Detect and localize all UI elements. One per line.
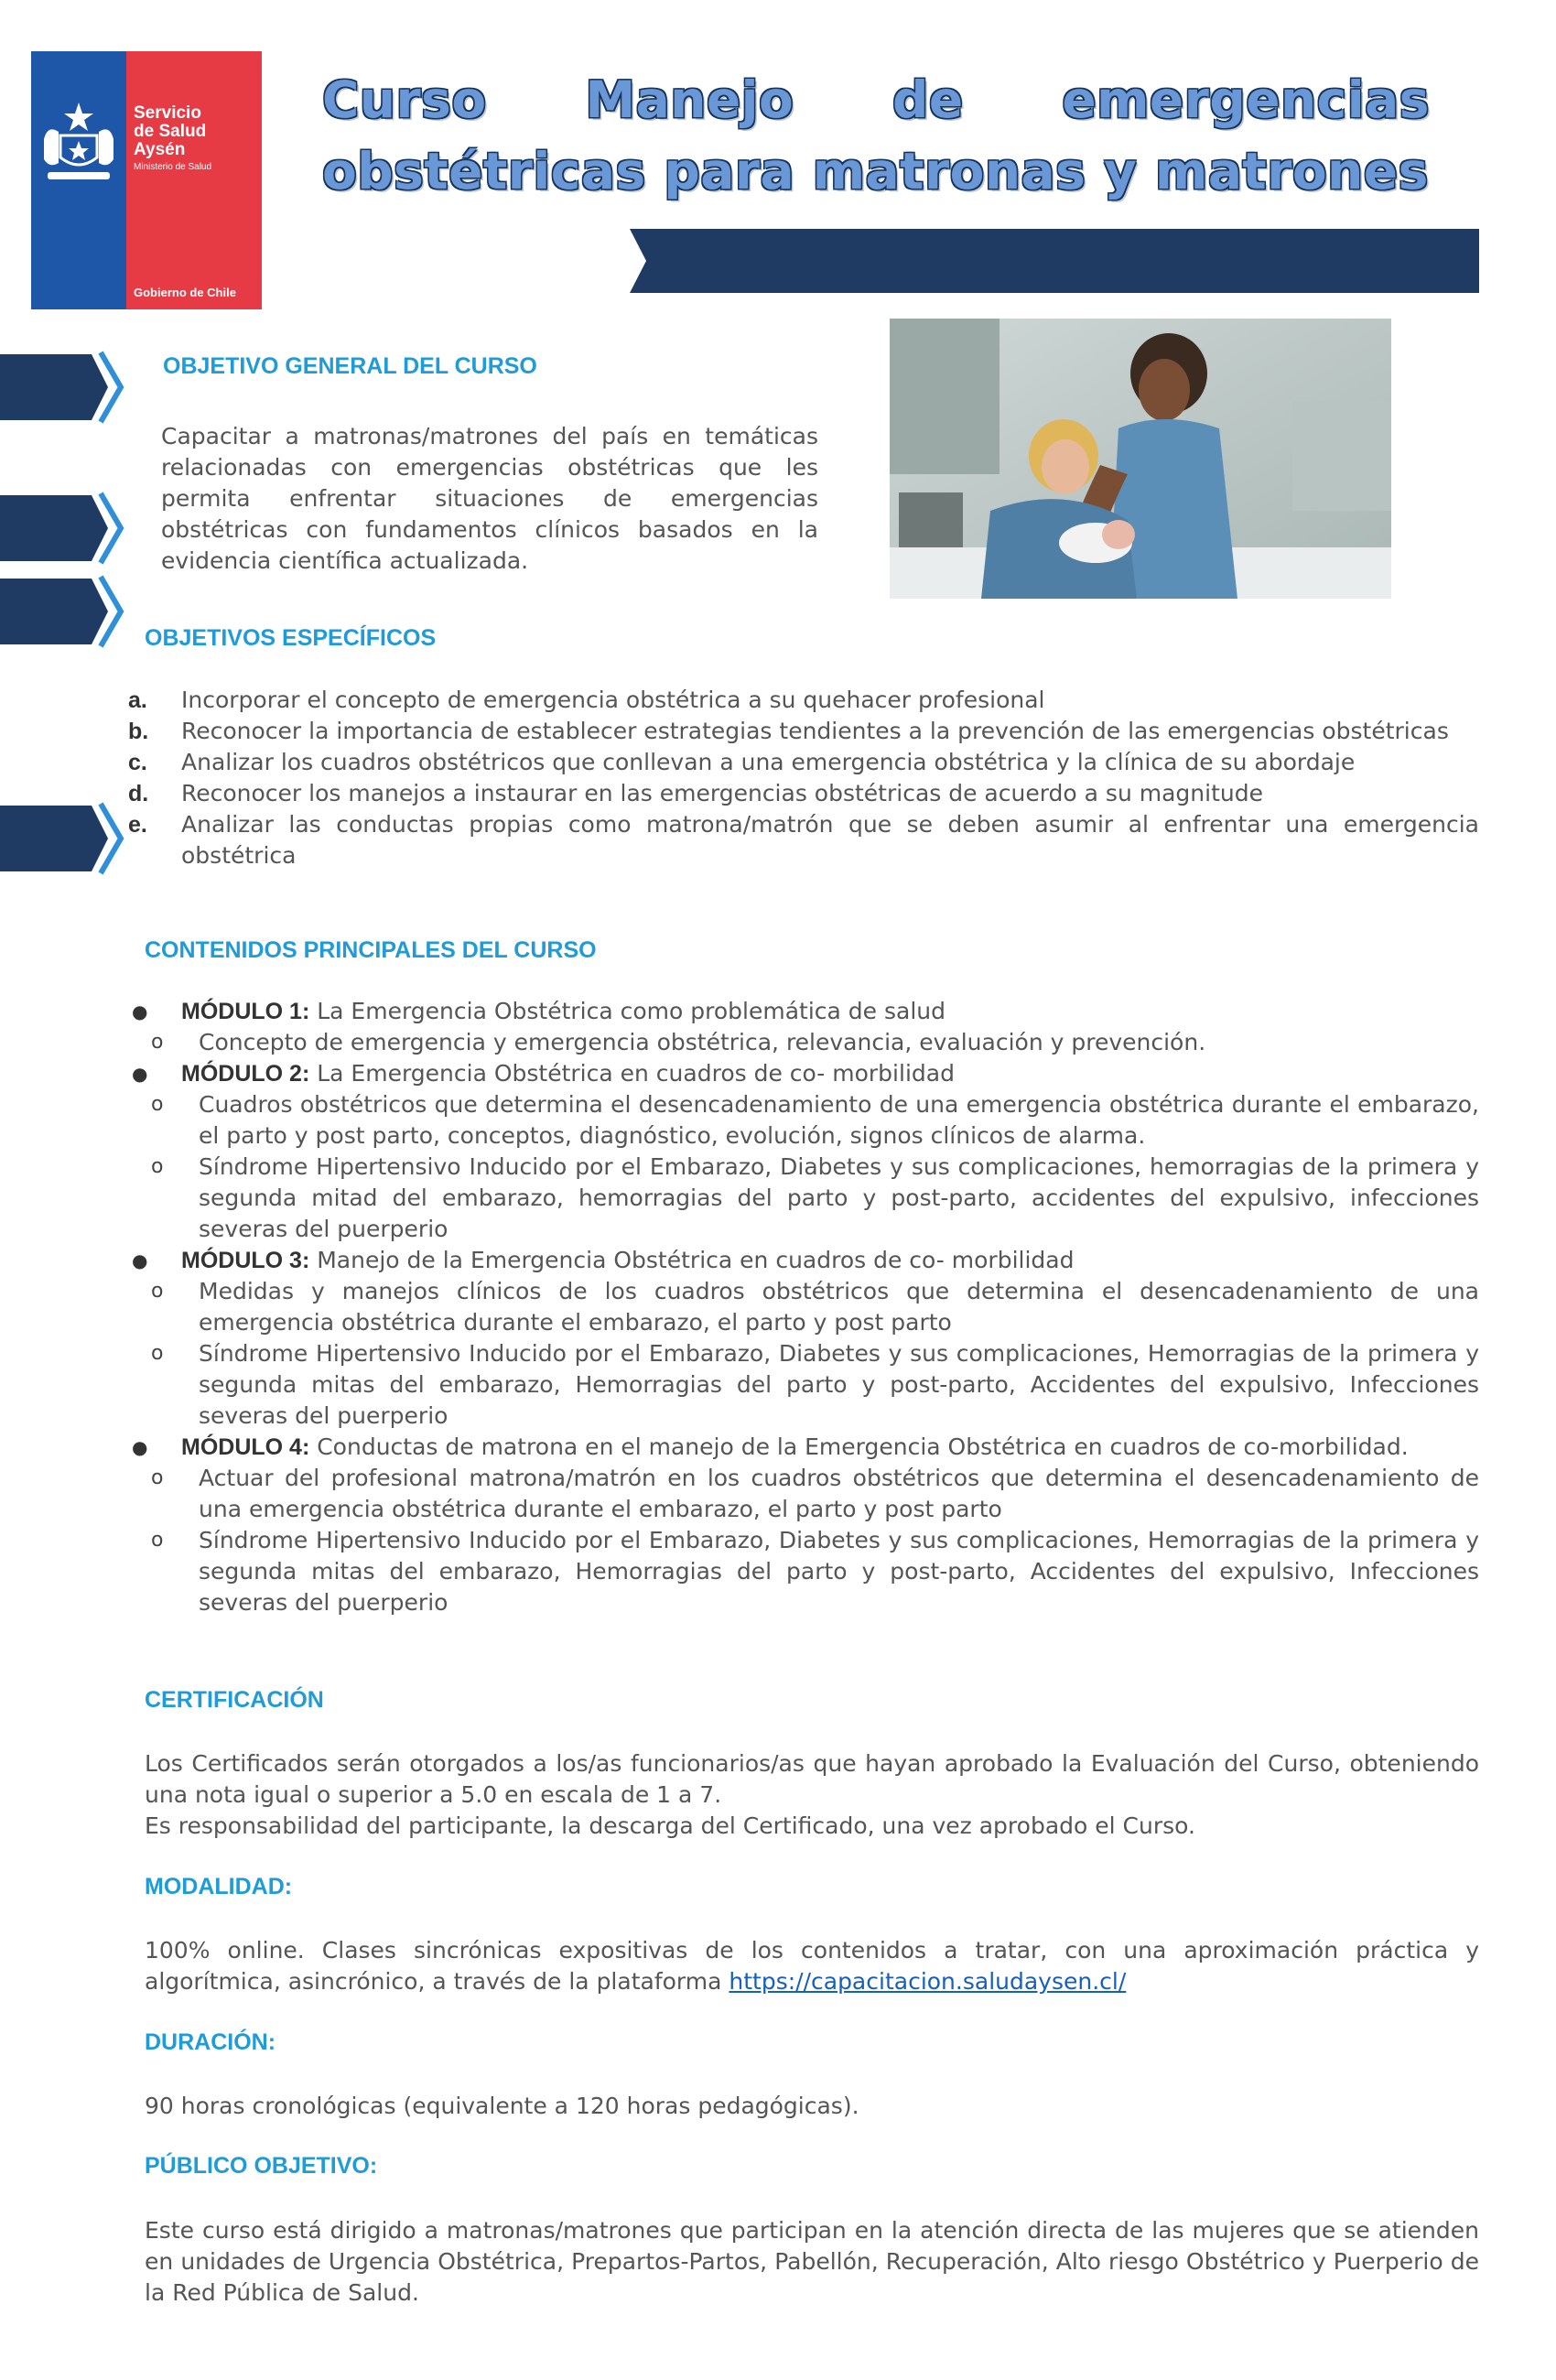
publico-objetivo-text: Este curso está dirigido a matronas/matrones que participan en la atención directa de las mujeres que se atienden en unidades de Urgencia Obstétrica, Prepartos-Partos, Pabellón, Recuperación, Alto riesgo Obstétrico y Puerperio de la Red Pública de Salud. (145, 2217, 1479, 2306)
chevron-right-icon (0, 575, 128, 648)
circle-bullet-icon: o (151, 1466, 164, 1489)
objetivos-especificos-heading: OBJETIVOS ESPECÍFICOS (145, 625, 437, 651)
objetivo-general-text: Capacitar a matronas/matrones del país en temáticas relacionadas con emergencias obstétricas que les permita enfrentar situaciones de emergencias obstétricas con fundamentos clínicos basados en la evidencia científica actualizada. (161, 423, 818, 574)
certificacion-heading: CERTIFICACIÓN (145, 1687, 324, 1713)
duracion-heading: DURACIÓN: (145, 2029, 276, 2055)
circle-bullet-icon: o (151, 1280, 164, 1303)
chevron-right-icon (0, 351, 128, 424)
list-item (128, 1338, 1479, 1432)
module-item (128, 996, 1479, 1058)
objetivos-especificos-list (128, 685, 1479, 871)
logo-line-1: Servicio (134, 103, 201, 123)
certificacion-text (145, 1748, 1479, 1842)
list-marker: d. (128, 781, 149, 806)
list-item-text: Medidas y manejos clínicos de los cuadros obstétricos que determina el desencadenamiento de una emergencia obstétrica durante el embarazo, el parto y post parto (199, 1278, 1479, 1336)
title-line-1: Curso Manejo de emergencias (322, 70, 1430, 129)
list-item-text: Concepto de emergencia y emergencia obstétrica, relevancia, evaluación y prevención. (199, 1029, 1206, 1055)
list-item (128, 1152, 1479, 1245)
module-sublist (151, 1276, 1479, 1432)
mother-newborn-nurse-photo (890, 319, 1391, 599)
module-sublist (151, 1089, 1479, 1245)
list-item-text: Síndrome Hipertensivo Inducido por el Embarazo, Diabetes y sus complicaciones, hemorragias de la primera y segunda mitad del embarazo, hemorragias del parto y post-parto, accidentes del expulsivo, infecciones severas del puerperio (199, 1153, 1479, 1242)
title-line-2: obstétricas para matronas y matrones (322, 142, 1429, 200)
module-title: Manejo de la Emergencia Obstétrica en cuadros de co- morbilidad (309, 1247, 1075, 1273)
list-marker: e. (128, 812, 147, 838)
list-item-text: Síndrome Hipertensivo Inducido por el Embarazo, Diabetes y sus complicaciones, Hemorragias de la primera y segunda mitas del embarazo, Hemorragias del parto y post-parto, Accidentes del expulsivo, Infecciones severas del puerperio (199, 1340, 1479, 1429)
modalidad-text (145, 1935, 1479, 1997)
list-item (128, 1089, 1479, 1152)
chevron-right-icon (0, 492, 128, 565)
list-item (128, 809, 1479, 871)
list-item-text: Síndrome Hipertensivo Inducido por el Embarazo, Diabetes y sus complicaciones, Hemorragias de la primera y segunda mitas del embarazo, Hemorragias del parto y post-parto, Accidentes del expulsivo, Infecciones severas del puerperio (199, 1527, 1479, 1616)
module-sublist (151, 1027, 1479, 1058)
circle-bullet-icon: o (151, 1342, 164, 1365)
list-item-text: Cuadros obstétricos que determina el desencadenamiento de una emergencia obstétrica durante el embarazo, el parto y post parto, conceptos, diagnóstico, evolución, signos clínicos de alarma. (199, 1091, 1479, 1149)
module-title: La Emergencia Obstétrica en cuadros de co- morbilidad (309, 1060, 955, 1087)
list-marker: b. (128, 719, 149, 744)
platform-link[interactable]: https://capacitacion.saludaysen.cl/ (729, 1968, 1127, 1995)
certificacion-paragraph-2: Es responsabilidad del participante, la descarga del Certificado, una vez aprobado el Curso. (145, 1812, 1195, 1839)
logo-red-panel (126, 51, 262, 309)
module-sublist (151, 1463, 1479, 1618)
module-item (128, 1245, 1479, 1432)
list-marker: a. (128, 687, 147, 713)
module-label: MÓDULO 1: (181, 999, 310, 1024)
list-item (128, 1463, 1479, 1525)
bullet-icon: ● (132, 1063, 148, 1085)
module-label: MÓDULO 2: (181, 1061, 310, 1087)
list-item (128, 778, 1479, 809)
contenidos-heading: CONTENIDOS PRINCIPALES DEL CURSO (145, 937, 597, 963)
modalidad-description: 100% online. Clases sincrónicas expositivas de los contenidos a tratar, con una aproximación práctica y algorítmica, asincrónico, a través de la plataforma (145, 1937, 1479, 1995)
title-underline-banner (630, 229, 1479, 293)
publico-objetivo-heading: PÚBLICO OBJETIVO: (145, 2153, 378, 2179)
page-title (322, 64, 1430, 207)
list-item (128, 1276, 1479, 1338)
logo-text (134, 104, 258, 174)
list-item (128, 1525, 1479, 1618)
duracion-text: 90 horas cronológicas (equivalente a 120 horas pedagógicas). (145, 2093, 859, 2119)
chile-coat-of-arms-icon (38, 99, 119, 187)
objetivo-general-heading: OBJETIVO GENERAL DEL CURSO (163, 353, 537, 379)
circle-bullet-icon: o (151, 1155, 164, 1178)
circle-bullet-icon: o (151, 1093, 164, 1116)
modalidad-heading: MODALIDAD: (145, 1874, 293, 1899)
list-item (128, 685, 1479, 716)
circle-bullet-icon: o (151, 1031, 164, 1054)
list-item-text: Actuar del profesional matrona/matrón en los cuadros obstétricos que determina el desencadenamiento de una emergencia obstétrica durante el embarazo, el parto y post parto (199, 1465, 1479, 1522)
module-item (128, 1058, 1479, 1245)
contenidos-list (128, 996, 1479, 1618)
module-item (128, 1432, 1479, 1618)
module-label: MÓDULO 3: (181, 1248, 310, 1273)
list-item (128, 747, 1479, 778)
logo-ministerio: Ministerio de Salud (134, 162, 212, 172)
logo-line-2: de Salud (134, 122, 207, 141)
logo-gobierno-de-chile: Gobierno de Chile (134, 286, 236, 299)
list-item-text: Reconocer los manejos a instaurar en las emergencias obstétricas de acuerdo a su magnitude (181, 780, 1263, 806)
list-item-text: Analizar las conductas propias como matrona/matrón que se deben asumir al enfrentar una emergencia obstétrica (181, 811, 1479, 869)
list-item (128, 716, 1479, 747)
list-item-text: Analizar los cuadros obstétricos que conllevan a una emergencia obstétrica y la clínica de su abordaje (181, 749, 1356, 775)
chevron-right-icon (0, 802, 128, 875)
bullet-icon: ● (132, 1001, 148, 1022)
module-title: La Emergencia Obstétrica como problemática de salud (309, 998, 945, 1024)
servicio-salud-aysen-logo (31, 51, 262, 309)
list-marker: c. (128, 750, 147, 775)
module-label: MÓDULO 4: (181, 1434, 310, 1460)
logo-line-3: Aysén (134, 140, 186, 159)
circle-bullet-icon: o (151, 1529, 164, 1552)
bullet-icon: ● (132, 1250, 148, 1271)
list-item-text: Incorporar el concepto de emergencia obstétrica a su quehacer profesional (181, 687, 1045, 713)
list-item-text: Reconocer la importancia de establecer estrategias tendientes a la prevención de las emergencias obstétricas (181, 718, 1449, 744)
module-title: Conductas de matrona en el manejo de la Emergencia Obstétrica en cuadros de co-morbilidad. (309, 1433, 1409, 1460)
certificacion-paragraph-1: Los Certificados serán otorgados a los/as funcionarios/as que hayan aprobado la Evaluación del Curso, obteniendo una nota igual o superior a 5.0 en escala de 1 a 7. (145, 1750, 1479, 1808)
bullet-icon: ● (132, 1436, 148, 1458)
list-item (128, 1027, 1479, 1058)
